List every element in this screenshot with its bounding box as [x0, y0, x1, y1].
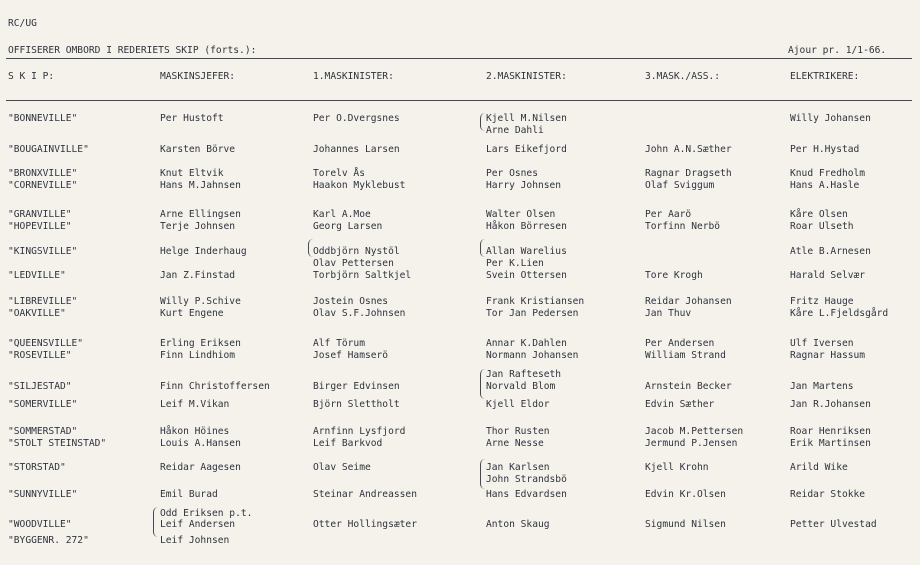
chief-engineer: Hans M.Jahnsen [160, 180, 241, 191]
electrician: Willy Johansen [790, 113, 871, 124]
second-engineer: Harry Johnsen [486, 180, 562, 191]
chief-engineer: Knut Eltvik [160, 168, 224, 179]
second-engineer: Kjell Eldor [486, 399, 550, 410]
third-engineer: Ragnar Dragseth [645, 168, 732, 179]
ship-name: "STORSTAD" [8, 462, 66, 473]
electrician: Roar Henriksen [790, 426, 871, 437]
ship-name: "BONNEVILLE" [8, 113, 78, 124]
second-engineer: Frank Kristiansen [486, 296, 585, 307]
electrician: Jan R.Johansen [790, 399, 871, 410]
third-engineer: Kjell Krohn [645, 462, 709, 473]
third-engineer: Per Aarö [645, 209, 692, 220]
second-engineer: Walter Olsen [486, 209, 556, 220]
ship-name: "SUNNYVILLE" [8, 489, 78, 500]
second-engineer: Allan Warelius [486, 246, 567, 257]
ship-name: "GRANVILLE" [8, 209, 72, 220]
third-engineer: Olaf Sviggum [645, 180, 715, 191]
chief-engineer: Karsten Börve [160, 144, 236, 155]
second-engineer: Per Osnes [486, 168, 538, 179]
third-engineer: John A.N.Sæther [645, 144, 732, 155]
ship-name: "SOMERVILLE" [8, 399, 78, 410]
third-engineer: Per Andersen [645, 338, 715, 349]
second-engineer: Arne Dahli [486, 125, 544, 136]
ship-name: "WOODVILLE" [8, 519, 72, 530]
first-engineer: Olav S.F.Johnsen [313, 308, 406, 319]
chief-engineer: Kurt Engene [160, 308, 224, 319]
column-header-ship: S K I P: [8, 71, 55, 82]
group-brace [480, 369, 485, 399]
ship-name: "BOUGAINVILLE" [8, 144, 89, 155]
chief-engineer: Reidar Aagesen [160, 462, 241, 473]
chief-engineer: Willy P.Schive [160, 296, 241, 307]
second-engineer: Thor Rusten [486, 426, 550, 437]
second-engineer: Anton Skaug [486, 519, 550, 530]
chief-engineer: Finn Christoffersen [160, 381, 270, 392]
electrician: Atle B.Arnesen [790, 246, 871, 257]
ship-name: "SOMMERSTAD" [8, 426, 78, 437]
third-engineer: Edvin Sæther [645, 399, 715, 410]
document-ref: RC/UG [8, 18, 37, 29]
third-engineer: Arnstein Becker [645, 381, 732, 392]
chief-engineer: Terje Johnsen [160, 221, 236, 232]
chief-engineer: Leif M.Vikan [160, 399, 230, 410]
second-engineer: Tor Jan Pedersen [486, 308, 579, 319]
ship-name: "KINGSVILLE" [8, 246, 78, 257]
group-brace [480, 459, 485, 489]
third-engineer: Edvin Kr.Olsen [645, 489, 726, 500]
chief-engineer: Håkon Höines [160, 426, 230, 437]
first-engineer: Arnfinn Lysfjord [313, 426, 406, 437]
second-engineer: Lars Eikefjord [486, 144, 567, 155]
electrician: Fritz Hauge [790, 296, 854, 307]
first-engineer: Georg Larsen [313, 221, 383, 232]
group-brace [480, 113, 485, 131]
document-date: Ajour pr. 1/1-66. [788, 45, 887, 56]
chief-engineer: Leif Johnsen [160, 535, 230, 546]
electrician: Jan Martens [790, 381, 854, 392]
chief-engineer: Per Hustoft [160, 113, 224, 124]
second-engineer: Normann Johansen [486, 350, 579, 361]
first-engineer: Haakon Myklebust [313, 180, 406, 191]
third-engineer: Jan Thuv [645, 308, 692, 319]
chief-engineer: Louis A.Hansen [160, 438, 241, 449]
document-title: OFFISERER OMBORD I REDERIETS SKIP (forts.): [8, 45, 257, 56]
third-engineer: Jacob M.Pettersen [645, 426, 744, 437]
first-engineer: Torbjörn Saltkjel [313, 270, 412, 281]
electrician: Arild Wike [790, 462, 848, 473]
electrician: Harald Selvær [790, 270, 866, 281]
ship-name: "LIBREVILLE" [8, 296, 78, 307]
chief-engineer: Emil Burad [160, 489, 218, 500]
second-engineer: Arne Nesse [486, 438, 544, 449]
second-engineer: Per K.Lien [486, 258, 544, 269]
first-engineer: Björn Slettholt [313, 399, 400, 410]
second-engineer: Kjell M.Nilsen [486, 113, 567, 124]
header-divider [6, 100, 912, 101]
ship-name: "BRONXVILLE" [8, 168, 78, 179]
group-brace [153, 507, 158, 537]
ship-name: "STOLT STEINSTAD" [8, 438, 107, 449]
electrician: Kåre Olsen [790, 209, 848, 220]
third-engineer: Tore Krogh [645, 270, 703, 281]
ship-name: "LEDVILLE" [8, 270, 66, 281]
chief-engineer: Finn Lindhiom [160, 350, 236, 361]
third-engineer: Torfinn Nerbö [645, 221, 721, 232]
electrician: Hans A.Hasle [790, 180, 860, 191]
third-engineer: Reidar Johansen [645, 296, 732, 307]
first-engineer: Birger Edvinsen [313, 381, 400, 392]
first-engineer: Leif Barkvod [313, 438, 383, 449]
second-engineer: Svein Ottersen [486, 270, 567, 281]
electrician: Knud Fredholm [790, 168, 866, 179]
electrician: Roar Ulseth [790, 221, 854, 232]
column-header-third-engineers: 3.MASK./ASS.: [645, 71, 721, 82]
second-engineer: Jan Karlsen [486, 462, 550, 473]
second-engineer: Norvald Blom [486, 381, 556, 392]
column-header-second-engineers: 2.MASKINISTER: [486, 71, 567, 82]
ship-name: "BYGGENR. 272" [8, 535, 89, 546]
electrician: Reidar Stokke [790, 489, 866, 500]
second-engineer: Håkon Börresen [486, 221, 567, 232]
chief-engineer: Erling Eriksen [160, 338, 241, 349]
column-header-chief-engineers: MASKINSJEFER: [160, 71, 236, 82]
chief-engineer: Odd Eriksen p.t. [160, 508, 253, 519]
ship-name: "OAKVILLE" [8, 308, 66, 319]
electrician: Ragnar Hassum [790, 350, 866, 361]
first-engineer: Oddbjörn Nystöl [313, 246, 400, 257]
first-engineer: Olav Seime [313, 462, 371, 473]
chief-engineer: Arne Ellingsen [160, 209, 241, 220]
first-engineer: Karl A.Moe [313, 209, 371, 220]
electrician: Ulf Iversen [790, 338, 854, 349]
third-engineer: Jermund P.Jensen [645, 438, 738, 449]
third-engineer: Sigmund Nilsen [645, 519, 726, 530]
second-engineer: Annar K.Dahlen [486, 338, 567, 349]
chief-engineer: Jan Z.Finstad [160, 270, 236, 281]
first-engineer: Olav Pettersen [313, 258, 394, 269]
electrician: Erik Martinsen [790, 438, 871, 449]
column-header-first-engineers: 1.MASKINISTER: [313, 71, 394, 82]
first-engineer: Josef Hamserö [313, 350, 389, 361]
first-engineer: Jostein Osnes [313, 296, 389, 307]
first-engineer: Otter Hollingsæter [313, 519, 417, 530]
first-engineer: Johannes Larsen [313, 144, 400, 155]
electrician: Petter Ulvestad [790, 519, 877, 530]
second-engineer: John Strandsbö [486, 474, 567, 485]
title-underline [6, 58, 912, 59]
ship-name: "ROSEVILLE" [8, 350, 72, 361]
first-engineer: Alf Törum [313, 338, 365, 349]
ship-name: "CORNEVILLE" [8, 180, 78, 191]
electrician: Per H.Hystad [790, 144, 860, 155]
chief-engineer: Leif Andersen [160, 519, 236, 530]
ship-name: "QUEENSVILLE" [8, 338, 84, 349]
column-header-electricians: ELEKTRIKERE: [790, 71, 860, 82]
second-engineer: Hans Edvardsen [486, 489, 567, 500]
group-brace [480, 239, 485, 257]
third-engineer: William Strand [645, 350, 726, 361]
first-engineer: Per O.Dvergsnes [313, 113, 400, 124]
ship-name: "SILJESTAD" [8, 381, 72, 392]
chief-engineer: Helge Inderhaug [160, 246, 247, 257]
electrician: Kåre L.Fjeldsgård [790, 308, 889, 319]
second-engineer: Jan Rafteseth [486, 369, 562, 380]
first-engineer: Torelv Ås [313, 168, 365, 179]
ship-name: "HOPEVILLE" [8, 221, 72, 232]
first-engineer: Steinar Andreassen [313, 489, 417, 500]
